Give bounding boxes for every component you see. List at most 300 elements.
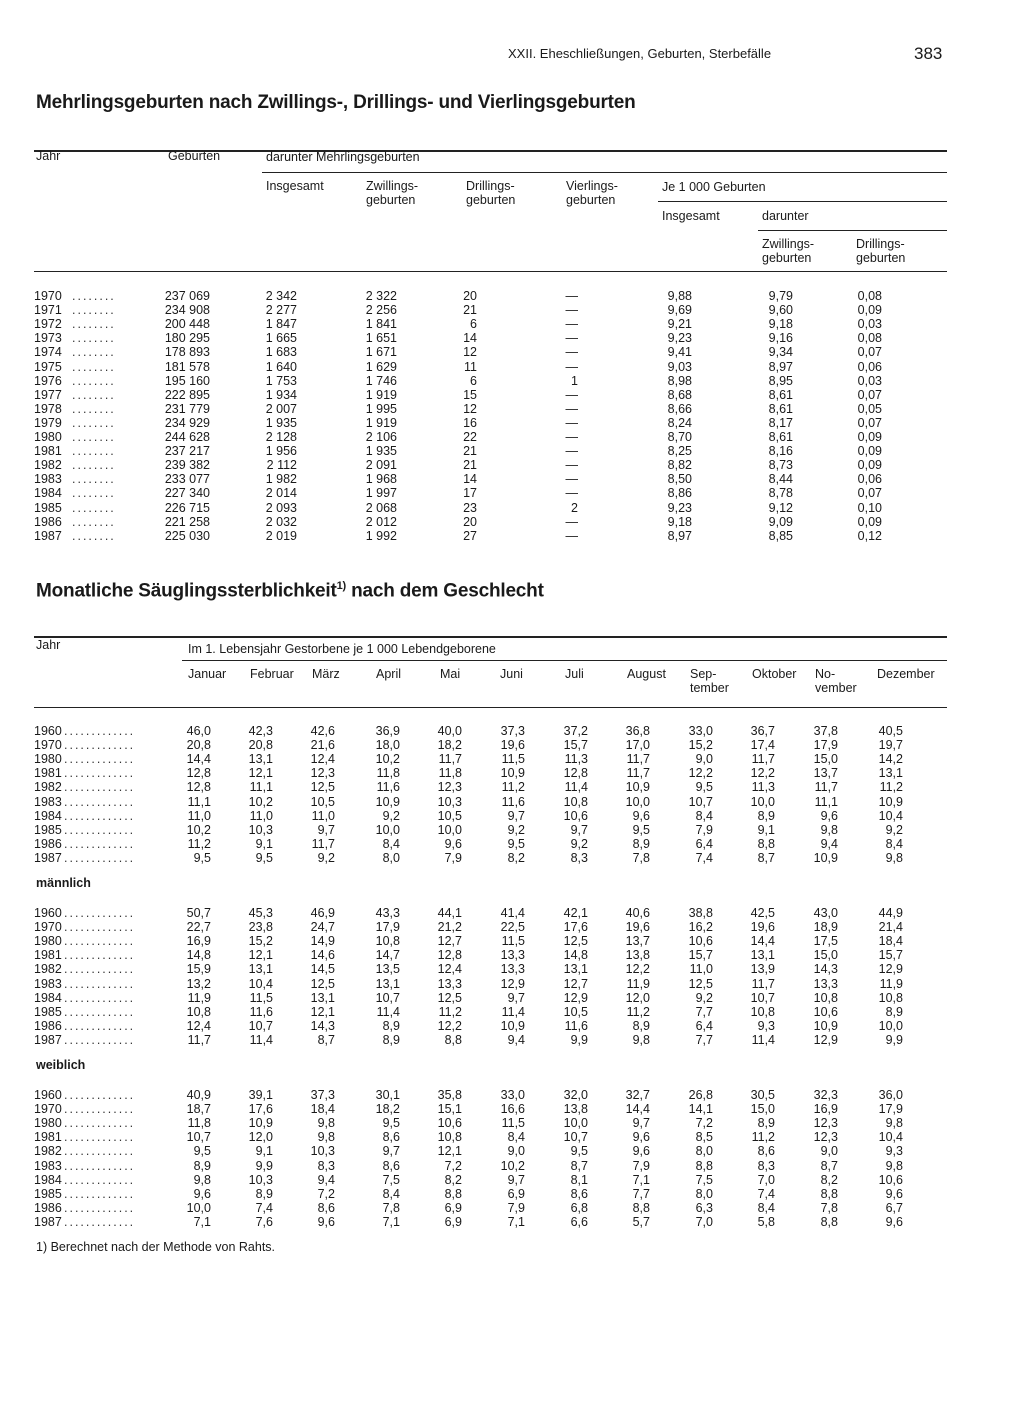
table-cell: 9,6 bbox=[885, 1214, 903, 1229]
table-cell: 9,0 bbox=[507, 1144, 525, 1159]
table-cell: 12,5 bbox=[437, 990, 462, 1005]
table-cell: 13,1 bbox=[878, 766, 903, 781]
table-cell: 50,7 bbox=[186, 906, 211, 920]
table-cell: 10,7 bbox=[186, 1130, 211, 1145]
table-cell: 244 628 bbox=[164, 430, 210, 444]
table-cell: 9,8 bbox=[317, 1116, 335, 1131]
table-cell: 12,1 bbox=[310, 1004, 335, 1019]
table-cell: 10,9 bbox=[813, 1018, 838, 1033]
table-cell: 9,5 bbox=[255, 850, 273, 865]
table-cell: 14,3 bbox=[813, 962, 838, 977]
table-cell: 11,7 bbox=[626, 752, 650, 767]
table2-top-rule bbox=[34, 636, 947, 638]
table-cell: 1 968 bbox=[365, 472, 397, 487]
table-cell: 12,9 bbox=[563, 990, 588, 1005]
table-row-year: 1970 bbox=[34, 1102, 62, 1117]
table-cell: 6 bbox=[470, 373, 477, 388]
table-cell: 42,3 bbox=[248, 724, 273, 738]
table-cell: 40,0 bbox=[437, 724, 462, 738]
table-cell: 1 629 bbox=[365, 359, 397, 374]
table-cell: 8,4 bbox=[757, 1200, 775, 1215]
table-row-year: 1984 bbox=[34, 808, 62, 823]
table-cell: 2 128 bbox=[265, 430, 297, 444]
table-cell: 13,5 bbox=[375, 962, 400, 977]
table-cell: 10,9 bbox=[500, 766, 525, 781]
table-cell: 17,5 bbox=[813, 934, 838, 949]
table-cell: 12,1 bbox=[248, 948, 273, 963]
table-cell: 10,6 bbox=[437, 1116, 462, 1131]
table-cell: 9,03 bbox=[667, 359, 692, 374]
table-cell: 1 919 bbox=[365, 387, 397, 402]
table-cell: 11,6 bbox=[249, 1004, 273, 1019]
table-cell: 37,3 bbox=[310, 1088, 335, 1102]
leader-dots: ........ bbox=[72, 444, 116, 459]
t1-je-rule bbox=[658, 201, 947, 202]
table-cell: 0,07 bbox=[857, 387, 882, 402]
table-cell: 14 bbox=[463, 472, 477, 487]
table-cell: 237 069 bbox=[164, 289, 210, 303]
table-cell: 9,6 bbox=[317, 1214, 335, 1229]
table-row-year: 1987 bbox=[34, 1032, 62, 1047]
leader-dots: ............. bbox=[64, 1102, 136, 1117]
table-cell: 9,18 bbox=[667, 514, 692, 529]
table-cell: 9,8 bbox=[193, 1172, 211, 1187]
table-cell: 21,2 bbox=[437, 920, 462, 935]
leader-dots: ........ bbox=[72, 373, 116, 388]
table-cell: 2 256 bbox=[365, 303, 397, 318]
table-cell: 8,0 bbox=[382, 850, 400, 865]
table-cell: 9,2 bbox=[570, 836, 588, 851]
leader-dots: ............. bbox=[64, 780, 136, 795]
page-number: 383 bbox=[914, 44, 943, 63]
table-row-year: 1980 bbox=[34, 752, 62, 767]
table-cell: 9,79 bbox=[768, 289, 793, 303]
table-cell: 221 258 bbox=[164, 514, 210, 529]
table-cell: 14,7 bbox=[375, 948, 400, 963]
month-header: Sep- tember bbox=[690, 667, 729, 695]
table-cell: 9,6 bbox=[632, 1130, 650, 1145]
table-cell: 14,6 bbox=[310, 948, 335, 963]
table-cell: 18,9 bbox=[813, 920, 838, 935]
table-cell: 9,8 bbox=[317, 1130, 335, 1145]
table-cell: 15,7 bbox=[563, 738, 588, 753]
table-cell: 23 bbox=[463, 500, 477, 515]
table-cell: 10,4 bbox=[878, 1130, 903, 1145]
table-cell: 2 322 bbox=[365, 289, 397, 303]
table-cell: 8,9 bbox=[382, 1018, 400, 1033]
leader-dots: ........ bbox=[72, 345, 116, 360]
table-cell: 10,0 bbox=[625, 794, 650, 809]
table-row-year: 1987 bbox=[34, 528, 62, 543]
leader-dots: ............. bbox=[64, 1158, 136, 1173]
table-cell: 7,8 bbox=[820, 1200, 838, 1215]
table-cell: 227 340 bbox=[164, 486, 210, 501]
leader-dots: ............. bbox=[64, 1172, 136, 1187]
table-row-year: 1986 bbox=[34, 836, 62, 851]
month-header: August bbox=[627, 667, 666, 681]
table-row-year: 1976 bbox=[34, 373, 62, 388]
table-cell: 6,7 bbox=[885, 1200, 903, 1215]
table-cell: 7,4 bbox=[757, 1186, 775, 1201]
table-cell: 9,9 bbox=[255, 1158, 273, 1173]
table-cell: 11,0 bbox=[311, 808, 335, 823]
table-cell: 8,2 bbox=[507, 850, 525, 865]
table-cell: 14,3 bbox=[310, 1018, 335, 1033]
t2-header-jahr: Jahr bbox=[36, 638, 61, 652]
table-cell: 11,4 bbox=[501, 1004, 525, 1019]
table-cell: 2 277 bbox=[265, 303, 297, 318]
table-cell: 8,9 bbox=[757, 808, 775, 823]
table-cell: 9,0 bbox=[820, 1144, 838, 1159]
table-cell: 0,09 bbox=[857, 430, 882, 444]
table-row-year: 1987 bbox=[34, 1214, 62, 1229]
leader-dots: ........ bbox=[72, 401, 116, 416]
leader-dots: ........ bbox=[72, 331, 116, 346]
table-cell: 44,1 bbox=[437, 906, 462, 920]
table-cell: — bbox=[565, 528, 578, 543]
table-cell: 12,3 bbox=[813, 1116, 838, 1131]
table-cell: 2 007 bbox=[265, 401, 297, 416]
table-cell: 8,61 bbox=[768, 430, 793, 444]
table-cell: 8,0 bbox=[695, 1186, 713, 1201]
table-cell: 2 014 bbox=[265, 486, 297, 501]
table-cell: 181 578 bbox=[164, 359, 210, 374]
table-cell: 10,9 bbox=[878, 794, 903, 809]
table-row-year: 1979 bbox=[34, 415, 62, 430]
table-cell: 15,2 bbox=[248, 934, 273, 949]
leader-dots: ............. bbox=[64, 738, 136, 753]
table-cell: 9,41 bbox=[667, 345, 692, 360]
table-cell: 44,9 bbox=[878, 906, 903, 920]
table-cell: 225 030 bbox=[164, 528, 210, 543]
table-cell: 13,3 bbox=[500, 962, 525, 977]
table-cell: 8,68 bbox=[667, 387, 692, 402]
table-cell: 11,5 bbox=[501, 934, 525, 949]
table-cell: 11,1 bbox=[187, 794, 211, 809]
table-cell: 21,6 bbox=[310, 738, 335, 753]
table-cell: 2 032 bbox=[265, 514, 297, 529]
t2-header-span: Im 1. Lebensjahr Gestorbene je 1 000 Lebendgeborene bbox=[188, 642, 496, 656]
table-cell: 9,21 bbox=[667, 317, 692, 332]
table-cell: 12,8 bbox=[563, 766, 588, 781]
table-cell: 10,7 bbox=[688, 794, 713, 809]
table-cell: 11,6 bbox=[376, 780, 400, 795]
table-cell: 12,5 bbox=[563, 934, 588, 949]
month-header: April bbox=[376, 667, 402, 681]
table-cell: 8,6 bbox=[382, 1158, 400, 1173]
t1-darunter-rule bbox=[758, 230, 947, 231]
table-row-year: 1985 bbox=[34, 1004, 62, 1019]
table-cell: 9,2 bbox=[317, 850, 335, 865]
table-cell: 12 bbox=[463, 345, 477, 360]
table-cell: 13,9 bbox=[750, 962, 775, 977]
table-cell: 8,16 bbox=[768, 444, 793, 459]
table-row-year: 1981 bbox=[34, 948, 62, 963]
t1-header-je-zwillinge: Zwillings- geburten bbox=[762, 237, 815, 265]
table-cell: 6,3 bbox=[695, 1200, 713, 1215]
table-row-year: 1960 bbox=[34, 724, 62, 738]
leader-dots: ........ bbox=[72, 359, 116, 374]
table-cell: 178 893 bbox=[164, 345, 210, 360]
table-cell: 13,2 bbox=[186, 976, 211, 991]
table-cell: 9,5 bbox=[382, 1116, 400, 1131]
table-row-year: 1970 bbox=[34, 738, 62, 753]
table-cell: 12,9 bbox=[500, 976, 525, 991]
table-cell: 10,3 bbox=[437, 794, 462, 809]
table-row-year: 1970 bbox=[34, 920, 62, 935]
table-cell: 8,9 bbox=[193, 1158, 211, 1173]
table-cell: 13,1 bbox=[375, 976, 400, 991]
table-cell: 9,1 bbox=[255, 1144, 273, 1159]
t1-header-darunter: darunter Mehrlingsgeburten bbox=[266, 150, 420, 164]
table-cell: 8,85 bbox=[768, 528, 793, 543]
table-cell: 7,1 bbox=[507, 1214, 525, 1229]
table-cell: 10,3 bbox=[248, 1172, 273, 1187]
table-cell: 9,5 bbox=[193, 850, 211, 865]
table-cell: 42,1 bbox=[563, 906, 588, 920]
table-cell: — bbox=[565, 289, 578, 303]
table-row-year: 1985 bbox=[34, 500, 62, 515]
table-cell: 24,7 bbox=[310, 920, 335, 935]
table-cell: 14,5 bbox=[310, 962, 335, 977]
table-cell: 11,5 bbox=[501, 1116, 525, 1131]
table-cell: 17 bbox=[463, 486, 477, 501]
table-cell: 11,2 bbox=[438, 1004, 462, 1019]
table-cell: 7,9 bbox=[632, 1158, 650, 1173]
table-cell: 180 295 bbox=[164, 331, 210, 346]
table-cell: 13,7 bbox=[625, 934, 650, 949]
table-cell: 37,2 bbox=[563, 724, 588, 738]
leader-dots: ............. bbox=[64, 990, 136, 1005]
table1-title: Mehrlingsgeburten nach Zwillings-, Drillings- und Vierlingsgeburten bbox=[36, 92, 636, 113]
table-cell: 5,7 bbox=[632, 1214, 650, 1229]
table-cell: 9,23 bbox=[667, 500, 692, 515]
table-cell: 10,6 bbox=[813, 1004, 838, 1019]
table-cell: 21 bbox=[463, 444, 477, 459]
table-cell: 5,8 bbox=[757, 1214, 775, 1229]
table-row-year: 1970 bbox=[34, 289, 62, 303]
table-cell: 8,61 bbox=[768, 387, 793, 402]
table-cell: 11,5 bbox=[249, 990, 273, 1005]
table-cell: 11,7 bbox=[814, 780, 838, 795]
table-cell: 17,4 bbox=[750, 738, 775, 753]
table-cell: 8,98 bbox=[667, 373, 692, 388]
table-cell: 14 bbox=[463, 331, 477, 346]
table-cell: 200 448 bbox=[164, 317, 210, 332]
table-cell: 10,7 bbox=[750, 990, 775, 1005]
leader-dots: ............. bbox=[64, 1144, 136, 1159]
table-cell: 239 382 bbox=[164, 458, 210, 473]
table-cell: 8,95 bbox=[768, 373, 793, 388]
section-label: weiblich bbox=[36, 1058, 86, 1072]
leader-dots: ............. bbox=[64, 1130, 136, 1145]
table-cell: 46,0 bbox=[186, 724, 211, 738]
t2-header-bottom-rule bbox=[34, 707, 947, 708]
table-cell: 12,7 bbox=[563, 976, 588, 991]
table-cell: 19,6 bbox=[750, 920, 775, 935]
table-row-year: 1985 bbox=[34, 1186, 62, 1201]
table-row-year: 1982 bbox=[34, 458, 62, 473]
table-row-year: 1986 bbox=[34, 514, 62, 529]
table-cell: 9,60 bbox=[768, 303, 793, 318]
table-cell: 0,09 bbox=[857, 458, 882, 473]
table-cell: 8,9 bbox=[382, 1032, 400, 1047]
leader-dots: ............. bbox=[64, 920, 136, 935]
leader-dots: ............. bbox=[64, 948, 136, 963]
table-cell: 11,3 bbox=[564, 752, 588, 767]
t1-header-insgesamt: Insgesamt bbox=[266, 179, 324, 193]
table-cell: 9,4 bbox=[507, 1032, 525, 1047]
table-cell: 1 bbox=[571, 373, 578, 388]
table-cell: 12,5 bbox=[688, 976, 713, 991]
table-cell: 11,8 bbox=[376, 766, 400, 781]
table-cell: 8,7 bbox=[820, 1158, 838, 1173]
table-cell: 237 217 bbox=[164, 444, 210, 459]
table-cell: 10,6 bbox=[563, 808, 588, 823]
leader-dots: ............. bbox=[64, 752, 136, 767]
table-row-year: 1987 bbox=[34, 850, 62, 865]
table-cell: 15 bbox=[463, 387, 477, 402]
table-cell: 10,0 bbox=[186, 1200, 211, 1215]
leader-dots: ............. bbox=[64, 794, 136, 809]
table-cell: 7,5 bbox=[382, 1172, 400, 1187]
leader-dots: ........ bbox=[72, 317, 116, 332]
table-cell: 8,9 bbox=[885, 1004, 903, 1019]
table-cell: 9,8 bbox=[885, 850, 903, 865]
table-cell: 8,44 bbox=[768, 472, 793, 487]
table-cell: 21 bbox=[463, 458, 477, 473]
table-cell: 11,7 bbox=[751, 976, 775, 991]
table-cell: 10,8 bbox=[437, 1130, 462, 1145]
table2-title: Monatliche Säuglingssterblichkeit$^{1)}$ nach dem Geschlecht bbox=[36, 580, 544, 602]
table-cell: 1 683 bbox=[265, 345, 297, 360]
table-cell: 40,9 bbox=[186, 1088, 211, 1102]
table-cell: 10,8 bbox=[186, 1004, 211, 1019]
table-cell: — bbox=[565, 401, 578, 416]
table-row-year: 1984 bbox=[34, 486, 62, 501]
table-cell: 6,9 bbox=[444, 1200, 462, 1215]
table-cell: 9,5 bbox=[632, 822, 650, 837]
table-cell: 26,8 bbox=[688, 1088, 713, 1102]
table-cell: 37,8 bbox=[813, 724, 838, 738]
table-cell: 41,4 bbox=[500, 906, 525, 920]
table-cell: 12,3 bbox=[813, 1130, 838, 1145]
table-cell: 11,1 bbox=[249, 780, 273, 795]
table-cell: 13,3 bbox=[500, 948, 525, 963]
leader-dots: ........ bbox=[72, 514, 116, 529]
table-cell: 10,9 bbox=[375, 794, 400, 809]
table-cell: 234 908 bbox=[164, 303, 210, 318]
table-cell: 9,7 bbox=[632, 1116, 650, 1131]
table-cell: 1 982 bbox=[265, 472, 297, 487]
table-cell: 6,9 bbox=[507, 1186, 525, 1201]
table-cell: — bbox=[565, 444, 578, 459]
table-cell: 222 895 bbox=[164, 387, 210, 402]
table-cell: 15,9 bbox=[186, 962, 211, 977]
leader-dots: ........ bbox=[72, 289, 116, 303]
table-cell: 10,9 bbox=[500, 1018, 525, 1033]
month-header: Oktober bbox=[752, 667, 797, 681]
leader-dots: ............. bbox=[64, 1004, 136, 1019]
table-cell: 9,6 bbox=[885, 1186, 903, 1201]
table-cell: 0,03 bbox=[857, 373, 882, 388]
table-cell: 15,1 bbox=[437, 1102, 462, 1117]
table-cell: 9,7 bbox=[507, 990, 525, 1005]
table-cell: 7,8 bbox=[632, 850, 650, 865]
table-cell: 6,4 bbox=[695, 836, 713, 851]
table-cell: 7,9 bbox=[444, 850, 462, 865]
table-cell: 27 bbox=[463, 528, 477, 543]
table-cell: 7,2 bbox=[695, 1116, 713, 1131]
table-cell: 1 935 bbox=[265, 415, 297, 430]
table-cell: 8,78 bbox=[768, 486, 793, 501]
table-cell: 8,4 bbox=[695, 808, 713, 823]
table-cell: 7,4 bbox=[255, 1200, 273, 1215]
month-header: Juni bbox=[500, 667, 523, 681]
table-cell: 0,07 bbox=[857, 415, 882, 430]
table-cell: 9,7 bbox=[570, 822, 588, 837]
table-cell: 6,9 bbox=[444, 1214, 462, 1229]
table-cell: 11,1 bbox=[814, 794, 838, 809]
table-cell: 2 068 bbox=[365, 500, 397, 515]
table-cell: — bbox=[565, 430, 578, 444]
table-cell: 12,0 bbox=[248, 1130, 273, 1145]
table-cell: 8,50 bbox=[667, 472, 692, 487]
table-row-year: 1982 bbox=[34, 1144, 62, 1159]
table-cell: 9,5 bbox=[570, 1144, 588, 1159]
table-cell: 9,12 bbox=[768, 500, 793, 515]
table-cell: 0,08 bbox=[857, 289, 882, 303]
table-cell: 11,2 bbox=[626, 1004, 650, 1019]
table-cell: 16,9 bbox=[813, 1102, 838, 1117]
table-cell: 10,8 bbox=[750, 1004, 775, 1019]
table-cell: 0,07 bbox=[857, 486, 882, 501]
leader-dots: ............. bbox=[64, 934, 136, 949]
month-header: Februar bbox=[250, 667, 294, 681]
t2-sub-rule bbox=[182, 660, 947, 661]
table-cell: 18,0 bbox=[375, 738, 400, 753]
table-cell: 8,9 bbox=[632, 1018, 650, 1033]
table-cell: 1 841 bbox=[365, 317, 397, 332]
leader-dots: ............. bbox=[64, 836, 136, 851]
table-cell: 11,4 bbox=[751, 1032, 775, 1047]
table-cell: 10,0 bbox=[563, 1116, 588, 1131]
leader-dots: ............. bbox=[64, 1186, 136, 1201]
table-cell: 8,6 bbox=[757, 1144, 775, 1159]
t1-header-je1000: Je 1 000 Geburten bbox=[662, 180, 766, 194]
leader-dots: ........ bbox=[72, 472, 116, 487]
table-cell: 9,8 bbox=[885, 1158, 903, 1173]
table-cell: 10,8 bbox=[813, 990, 838, 1005]
table-row-year: 1986 bbox=[34, 1018, 62, 1033]
table-cell: 10,3 bbox=[248, 822, 273, 837]
table-cell: 11,6 bbox=[564, 1018, 588, 1033]
table-cell: 10,0 bbox=[375, 822, 400, 837]
table-cell: 2 091 bbox=[365, 458, 397, 473]
table-cell: 0,03 bbox=[857, 317, 882, 332]
table-cell: 10,2 bbox=[375, 752, 400, 767]
table-row-year: 1980 bbox=[34, 430, 62, 444]
table-cell: — bbox=[565, 387, 578, 402]
table-cell: 9,1 bbox=[255, 836, 273, 851]
table-cell: 13,1 bbox=[248, 752, 273, 767]
table-cell: 10,8 bbox=[375, 934, 400, 949]
table-cell: 7,0 bbox=[757, 1172, 775, 1187]
table-cell: 8,8 bbox=[632, 1200, 650, 1215]
table-cell: 19,7 bbox=[878, 738, 903, 753]
table-cell: — bbox=[565, 458, 578, 473]
t1-header-vierlinge: Vierlings- geburten bbox=[566, 179, 618, 207]
